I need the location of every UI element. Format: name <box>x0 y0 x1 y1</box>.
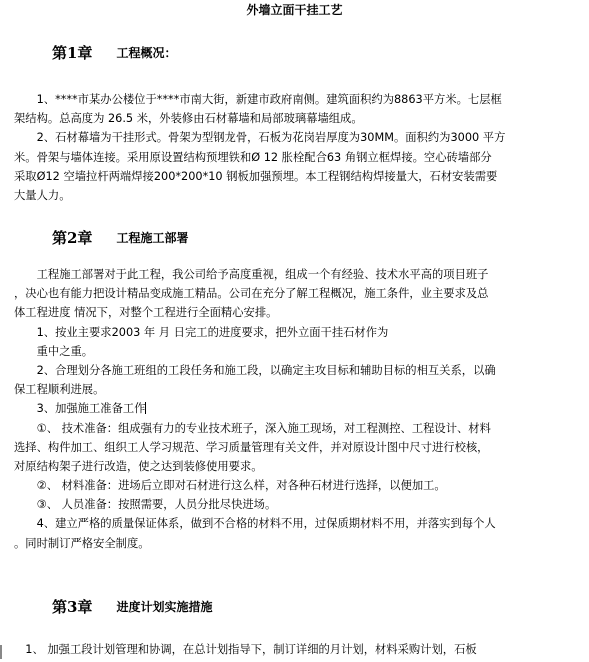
document-title: 外墙立面干挂工艺 <box>246 3 343 17</box>
chapter-2-heading <box>52 228 188 248</box>
text-line: ③、 人员准备：按照需要，人员分批尽快进场。 <box>14 498 277 512</box>
text-line: ，决心也有能力把设计精品变成施工精品。公司在充分了解工程概况，施工条件，业主要求及总 <box>14 287 489 301</box>
text-line: 2、合理划分各施工班组的工段任务和施工段，以确定主攻目标和辅助目标的相互关系，以确 <box>14 363 496 377</box>
text-line: 架结构。总高度为 26.5 米，外装修由石材幕墙和局部玻璃幕墙组成。 <box>14 112 363 126</box>
text-line: ②、 材料准备：进场后立即对石材进行这么样，对各种石材进行选择，以便加工。 <box>14 479 446 493</box>
chapter-1-heading <box>52 43 176 63</box>
text-line: 选择、构件加工、组织工人学习规范、学习质量管理有关文件，并对原设计图中尺寸进行校核， <box>14 440 489 454</box>
text-line: 大量人力。 <box>14 188 71 202</box>
chapter-title: 工程施工部署 <box>116 231 189 245</box>
text-line: 工程施工部署对于此工程，我公司给予高度重视，组成一个有经验、技术水平高的项目班子 <box>14 268 489 281</box>
chapter-1-body <box>14 90 584 205</box>
text-line: 采取Ø12 空墙拉杆两端焊接200*200*10 钢板加强预埋。本工程钢结构焊接量大，石材安装需要 <box>14 169 498 183</box>
text-line: ①、 技术准备：组成强有力的专业技术班子，深入施工现场，对工程测控、工程设计、材料 <box>14 421 491 435</box>
text-line: 4、建立严格的质量保证体系，做到不合格的材料不用，过保质期材料不用，并落实到每个人 <box>14 517 496 531</box>
text-line: 米。骨架与墙体连接。采用原设置结构预埋铁和Ø 12 胀栓配合63 角钢立框焊接。空心砖墙部分 <box>14 150 492 164</box>
chapter-number: 第3章 <box>52 598 93 616</box>
text-line: 保工程顺利进展。 <box>14 383 105 397</box>
text-line: 1、按业主要求2003 年 月 日完工的进度要求，把外立面干挂石材作为 <box>14 325 389 339</box>
chapter-3-body <box>14 640 584 659</box>
text-line: 1、****市某办公楼位于****市南大街，新建市政府南侧。建筑面积约为8863平方米。七层框 <box>14 93 502 106</box>
text-line: 对原结构架子进行改造，使之达到装修使用要求。 <box>14 459 263 473</box>
chapter-title: 进度计划实施措施 <box>116 600 213 614</box>
chapter-2-body <box>14 265 584 553</box>
page-edge-marker <box>0 645 2 659</box>
chapter-title: 工程概况： <box>116 46 177 60</box>
text-line: 。同时制订严格安全制度。 <box>14 536 150 550</box>
text-segment: 3、加强施工准备工作 <box>14 402 146 416</box>
text-line-with-cursor[interactable] <box>14 399 584 418</box>
text-line: 体工程进度 情况下，对整个工程进行全面精心安排。 <box>14 306 278 320</box>
chapter-3-heading <box>52 597 212 617</box>
chapter-number: 第1章 <box>52 44 93 62</box>
chapter-number: 第2章 <box>52 229 93 247</box>
text-line: 1、 加强工段计划管理和协调，在总计划指导下，制订详细的月计划，材料采购计划，石板 <box>14 643 477 656</box>
text-cursor <box>145 402 146 414</box>
text-line: 2、石材幕墙为干挂形式。骨架为型钢龙骨，石板为花岗岩厚度为30MM。面积约为3000 平方 <box>14 131 506 145</box>
text-line: 重中之重。 <box>14 344 94 358</box>
